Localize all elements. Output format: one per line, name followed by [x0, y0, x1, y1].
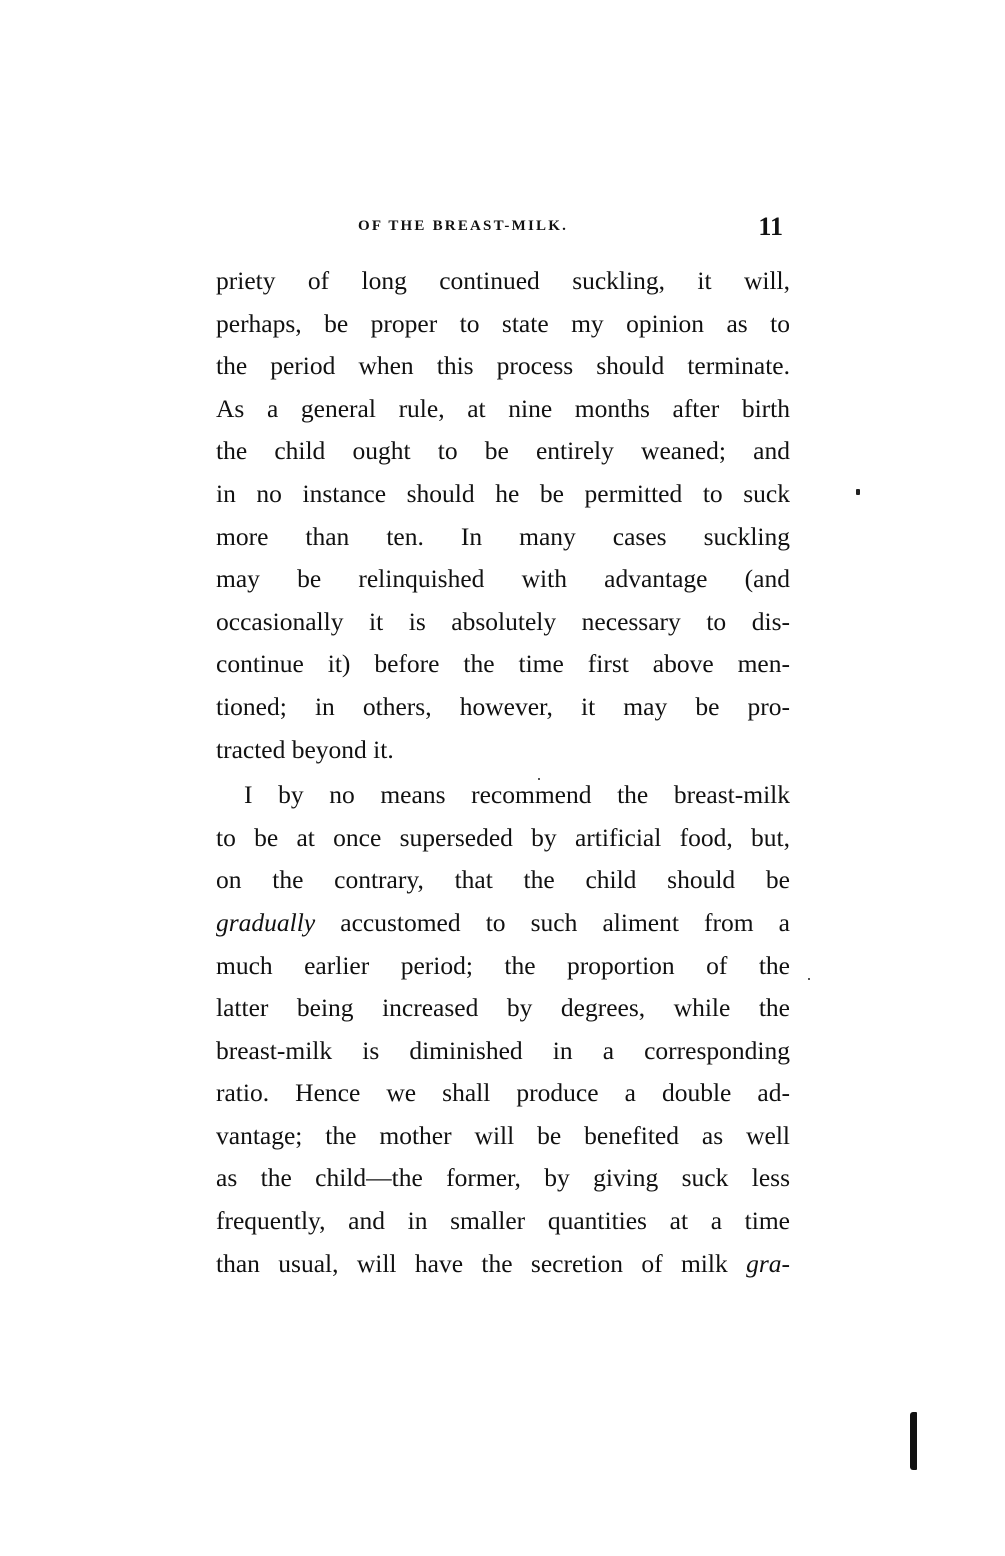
text-line: breast-milk is diminished in a corresponding	[216, 1035, 790, 1065]
text-line: in no instance should he be permitted to suck	[216, 478, 790, 508]
text-line: continue it) before the time first above men-	[216, 649, 790, 679]
text-line: ratio. Hence we shall produce a double ad-	[216, 1078, 790, 1108]
text-line: the period when this process should terminate.	[216, 351, 790, 381]
text-line	[216, 902, 790, 945]
text-line: priety of long continued suckling, it will,	[216, 266, 790, 295]
text-line: As a general rule, at nine months after birth	[216, 393, 790, 423]
paragraph-2	[216, 774, 790, 1285]
margin-speck	[856, 489, 860, 495]
text-line: occasionally it is absolutely necessary to dis-	[216, 606, 790, 636]
page-edge-mark	[910, 1412, 917, 1470]
text-line: much earlier period; the proportion of the	[216, 950, 790, 980]
text-line: as the child—the former, by giving suck less	[216, 1163, 790, 1193]
text-line: I by no means recommend the breast-milk	[244, 780, 790, 810]
italic-word: gra-	[746, 1248, 790, 1278]
text-line: vantage; the mother will be benefited as well	[216, 1120, 790, 1150]
paragraph-1	[216, 260, 790, 771]
text-line: perhaps, be proper to state my opinion as to	[216, 308, 790, 338]
text-line: tracted beyond it.	[216, 734, 394, 764]
text-line: the child ought to be entirely weaned; and	[216, 436, 790, 466]
text-line: frequently, and in smaller quantities at a time	[216, 1206, 790, 1236]
text-line: tioned; in others, however, it may be pro-	[216, 691, 790, 721]
page-number: 11	[758, 212, 783, 241]
text-line: more than ten. In many cases suckling	[216, 521, 790, 551]
italic-word: gradually	[216, 907, 316, 937]
line-rest: accustomed to such aliment from a	[315, 907, 790, 937]
running-head	[358, 212, 783, 242]
page-speck	[538, 778, 540, 780]
page-speck	[808, 978, 810, 980]
text-line: to be at once superseded by artificial food, but,	[216, 822, 790, 852]
text-line: on the contrary, that the child should be	[216, 865, 790, 895]
running-title: OF THE BREAST-MILK.	[358, 218, 569, 234]
text-line: may be relinquished with advantage (and	[216, 564, 790, 594]
text-line: latter being increased by degrees, while the	[216, 993, 790, 1023]
body-text	[216, 260, 790, 1285]
line-rest: than usual, will have the secretion of milk	[216, 1248, 747, 1278]
text-line	[216, 1243, 790, 1286]
